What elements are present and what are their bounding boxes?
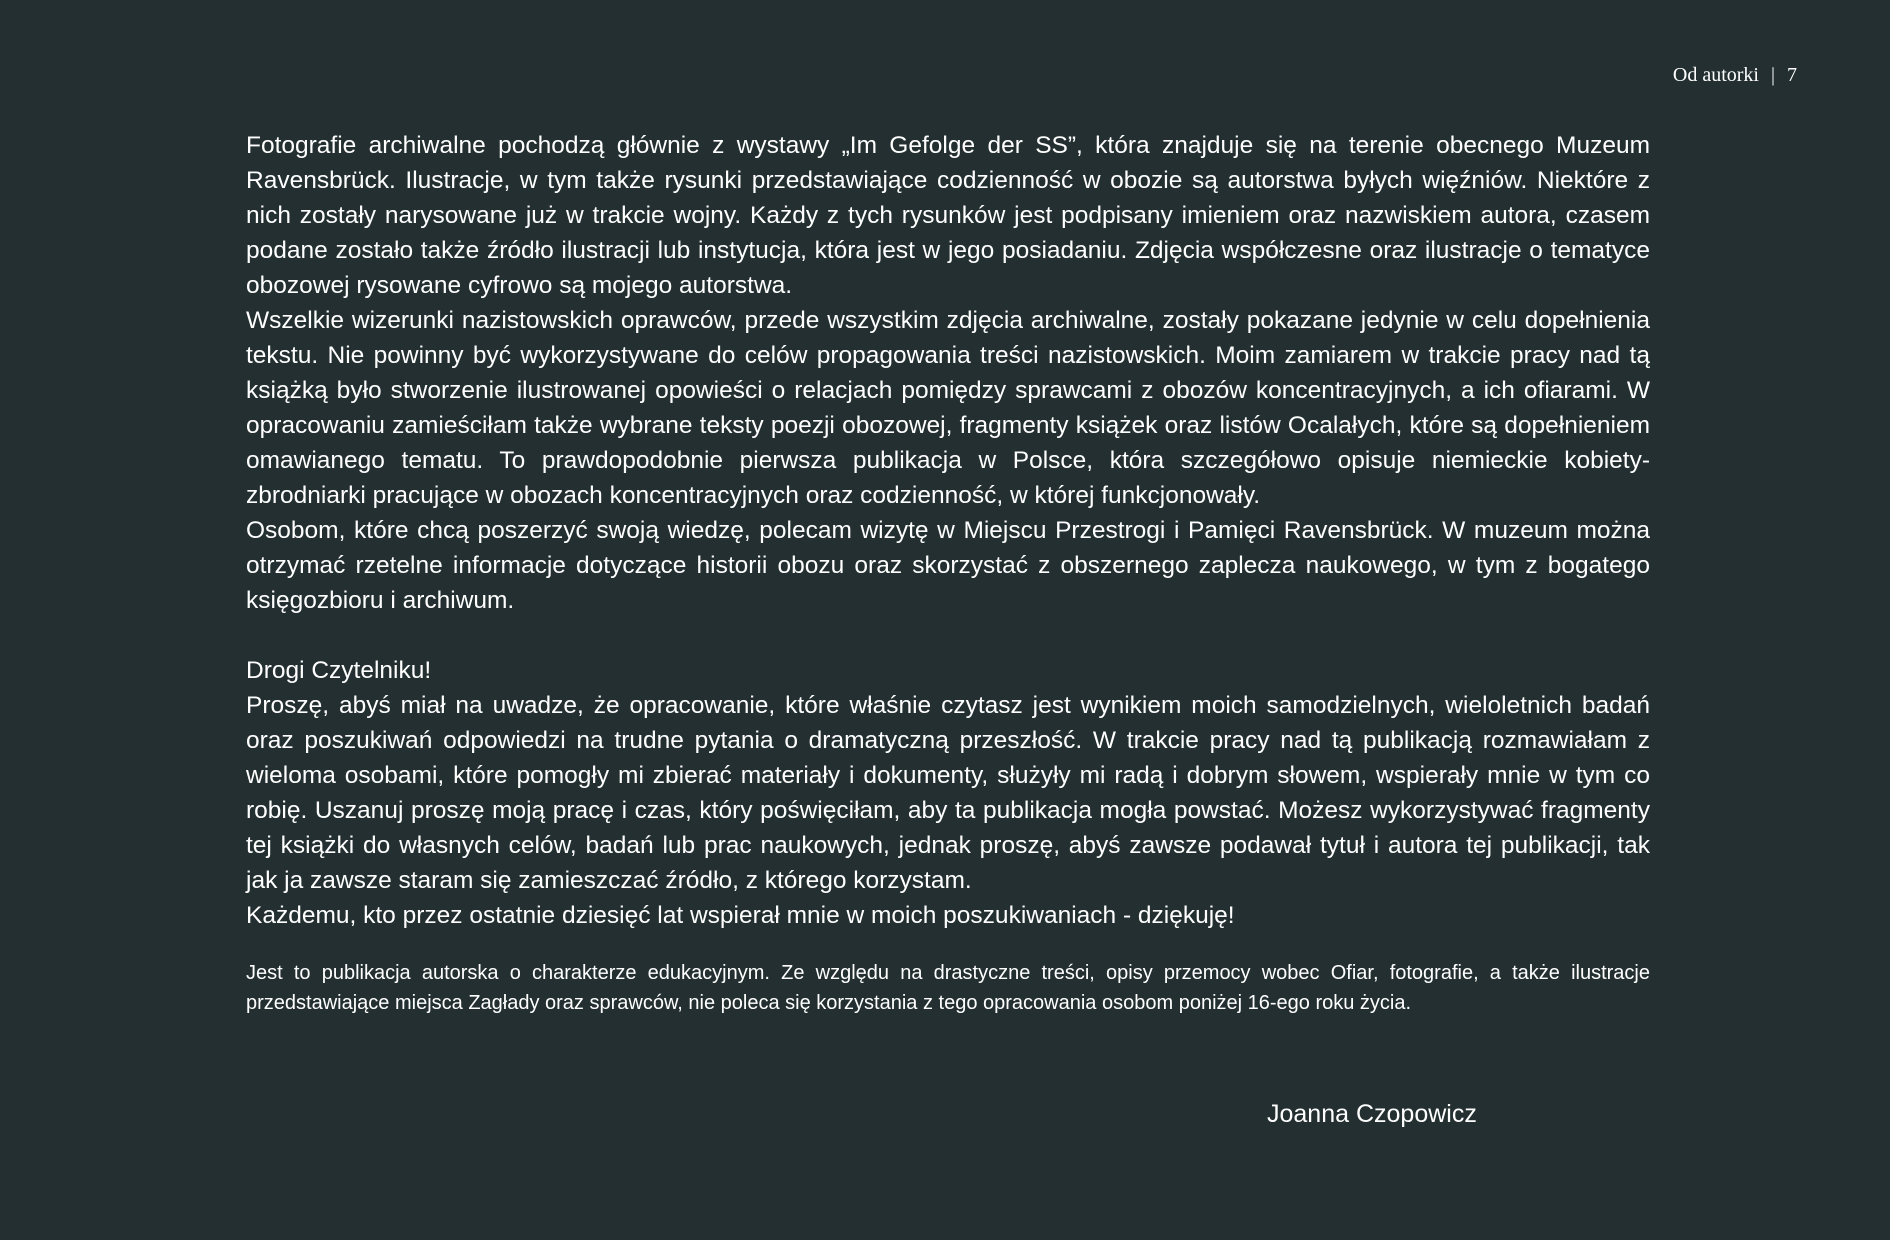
header-separator: | — [1770, 64, 1775, 86]
age-notice: Jest to publikacja autorska o charakterze edukacyjnym. Ze względu na drastyczne treści, opisy przemocy wobec Ofiar, fotografie, a także ilustracje przedstawiające miejsca Zagłady oraz sprawców, nie poleca się korzystania z tego opracowania osobom poniżej 16-ego roku życia. — [246, 962, 1650, 1014]
body-text — [246, 128, 1650, 1018]
running-header — [1673, 62, 1797, 88]
paragraph-spacer — [246, 618, 1650, 653]
section-title: Od autorki — [1672, 64, 1759, 86]
paragraph-thanks: Każdemu, kto przez ostatnie dziesięć lat wspierał mnie w moich poszukiwaniach - dziękuję! — [246, 902, 1235, 929]
paragraph-request-to-reader: Proszę, abyś miał na uwadze, że opracowanie, które właśnie czytasz jest wynikiem moich samodzielnych, wieloletnich badań oraz poszukiwań odpowiedzi na trudne pytania o dramatyczną przeszłość. W trakcie pracy nad tą publikacją rozmawiałam z wieloma osobami, które pomogły mi zbierać materiały i dokumenty, służyły mi radą i dobrym słowem, wspierały mnie w tym co robię. Uszanuj proszę moją pracę i czas, który poświęciłam, aby ta publikacja mogła powstać. Możesz wykorzystywać fragmenty tej książki do własnych celów, badań lub prac naukowych, jednak proszę, abyś zawsze podawał tytuł i autora tej publikacji, tak jak ja zawsze staram się zamieszczać źródło, z którego korzystam. — [246, 692, 1650, 894]
paragraph-perpetrator-images: Wszelkie wizerunki nazistowskich oprawców, przede wszystkim zdjęcia archiwalne, zostały pokazane jedynie w celu dopełnienia tekstu. Nie powinny być wykorzystywane do celów propagowania treści nazistowskich. Moim zamiarem w trakcie pracy nad tą książką było stworzenie ilustrowanej opowieści o relacjach pomiędzy sprawcami z obozów koncentracyjnych, a ich ofiarami. W opracowaniu zamieściłam także wybrane teksty poezji obozowej, fragmenty książek oraz listów Ocalałych, które są dopełnieniem omawianego tematu. To prawdopodobnie pierwsza publikacja w Polsce, która szczegółowo opisuje niemieckie kobiety-zbrodniarki pracujące w obozach koncentracyjnych oraz codzienność, w której funkcjonowały. — [246, 307, 1650, 509]
page-number: 7 — [1787, 64, 1797, 86]
author-signature: Joanna Czopowicz — [1267, 1100, 1477, 1128]
greeting: Drogi Czytelniku! — [246, 657, 432, 684]
paragraph-museum-visit: Osobom, które chcą poszerzyć swoją wiedzę, polecam wizytę w Miejscu Przestrogi i Pamięci Ravensbrück. W muzeum można otrzymać rzetelne informacje dotyczące historii obozu oraz skorzystać z obszernego zaplecza naukowego, w tym z bogatego księgozbioru i archiwum. — [246, 517, 1650, 614]
paragraph-archival-photos: Fotografie archiwalne pochodzą głównie z wystawy „Im Gefolge der SS”, która znajduje się na terenie obecnego Muzeum Ravensbrück. Ilustracje, w tym także rysunki przedstawiające codzienność w obozie są autorstwa byłych więźniów. Niektóre z nich zostały narysowane już w trakcie wojny. Każdy z tych rysunków jest podpisany imieniem oraz nazwiskiem autora, czasem podane zostało także źródło ilustracji lub instytucja, która jest w jego posiadaniu. Zdjęcia współczesne oraz ilustracje o tematyce obozowej rysowane cyfrowo są mojego autorstwa. — [246, 132, 1650, 299]
